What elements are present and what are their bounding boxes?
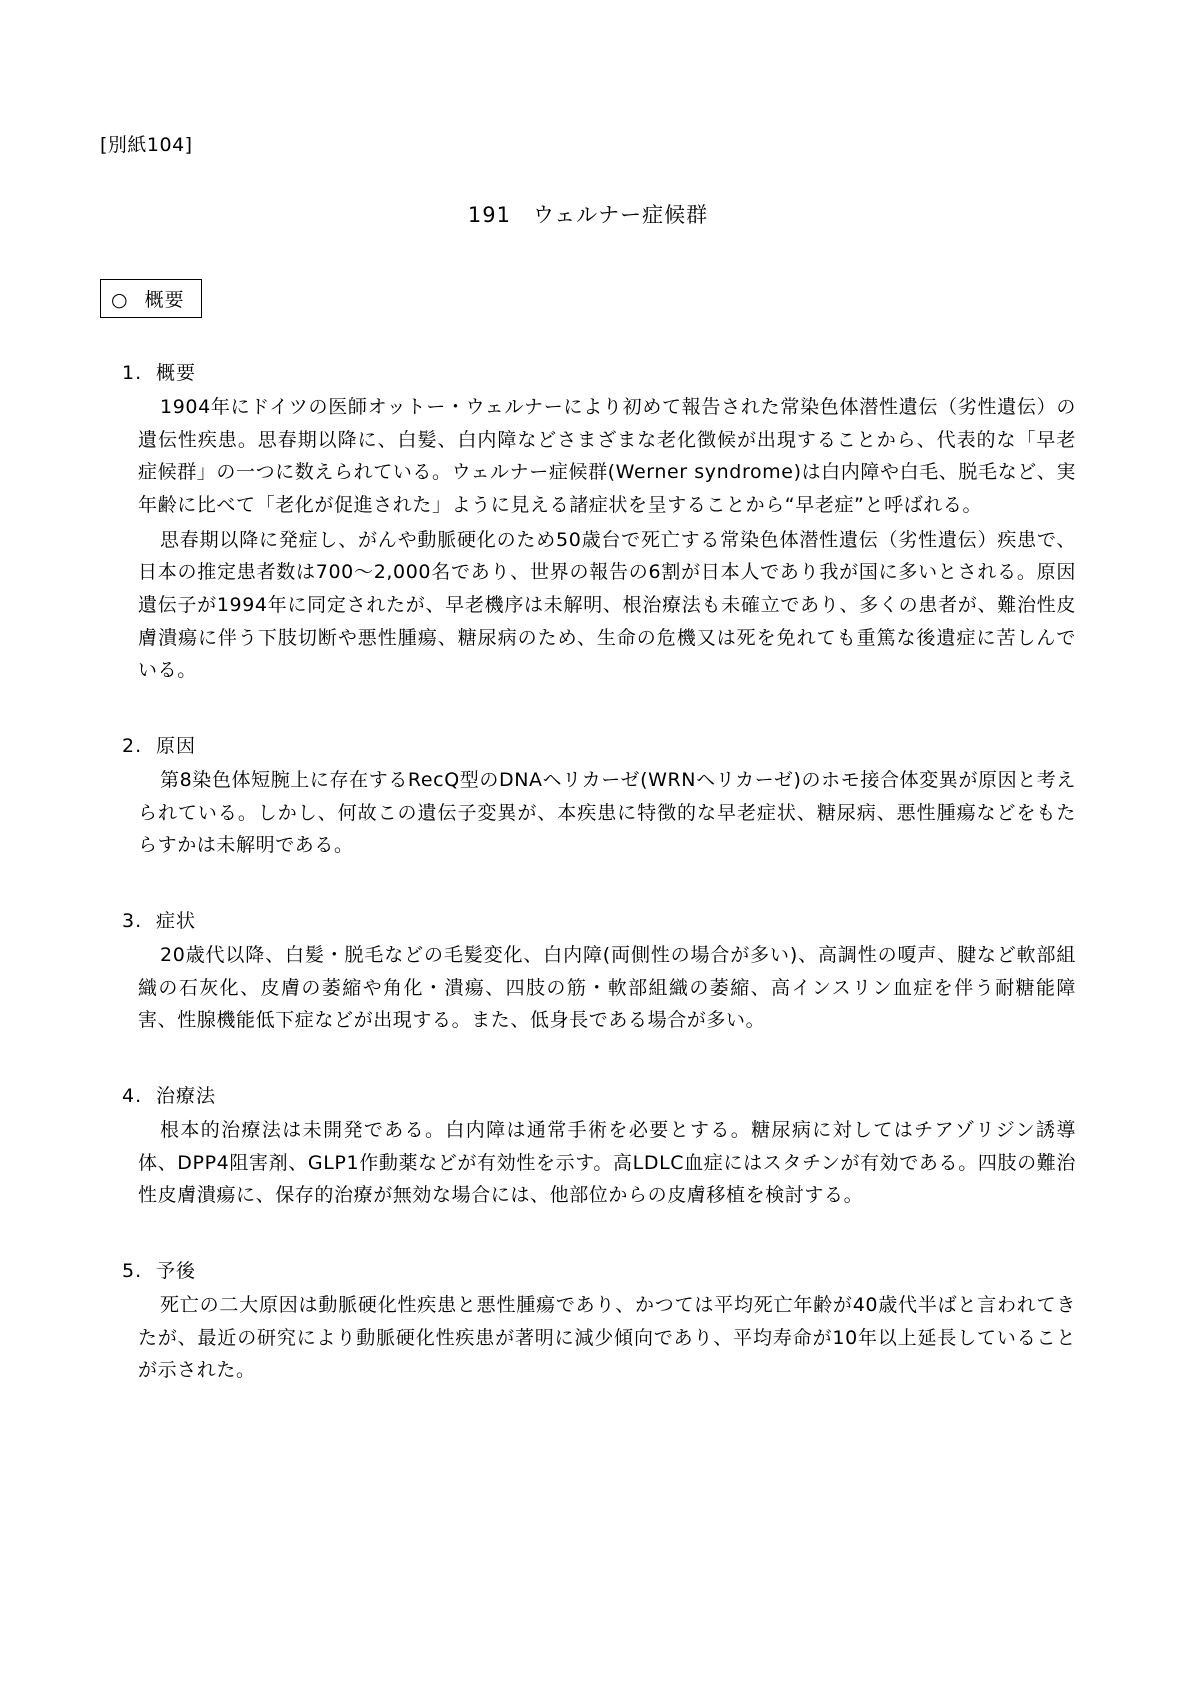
section-number: 3. xyxy=(122,910,143,933)
section-prognosis xyxy=(100,1256,1076,1387)
circle-marker-icon: ○ xyxy=(111,289,129,311)
document-reference: [別紙104] xyxy=(100,134,193,156)
section-title: 原因 xyxy=(156,735,197,758)
section-cause xyxy=(100,731,1076,862)
section-heading xyxy=(100,1256,1076,1283)
paragraph: 思春期以降に発症し、がんや動脈硬化のため50歳台で死亡する常染色体潜性遺伝（劣性遺伝）疾患で、日本の推定患者数は700〜2,000名であり、世界の報告の6割が日本人であり我が国に多いとされる。原因遺伝子が1994年に同定されたが、早老機序は未解明、根治療法も未確立であり、多くの患者が、難治性皮膚潰瘍に伴う下肢切断や悪性腫瘍、糖尿病のため、生命の危機又は死を免れても重篤な後遺症に苦しんでいる。 xyxy=(138,528,1076,682)
section-title: 概要 xyxy=(156,362,197,384)
section-heading xyxy=(100,906,1076,933)
section-symptoms xyxy=(100,906,1076,1037)
paragraph: 第8染色体短腕上に存在するRecQ型のDNAヘリカーゼ(WRNヘリカーゼ)のホモ接合体変異が原因と考えられている。しかし、何故この遺伝子変異が、本疾患に特徴的な早老症状、糖尿病、悪性腫瘍などをもたらすかは未解明である。 xyxy=(138,769,1076,857)
section-treatment xyxy=(100,1081,1076,1212)
section-heading xyxy=(100,358,1076,385)
section-number: 4. xyxy=(122,1085,143,1108)
section-title: 治療法 xyxy=(156,1085,217,1108)
page-title: 191 ウェルナー症候群 xyxy=(467,203,709,227)
paragraph: 根本的治療法は未開発である。白内障は通常手術を必要とする。糖尿病に対してはチアゾリジン誘導体、DPP4阻害剤、GLP1作動薬などが有効性を示す。高LDLC血症にはスタチンが有効である。四肢の難治性皮膚潰瘍に、保存的治療が無効な場合には、他部位からの皮膚移植を検討する。 xyxy=(138,1119,1076,1207)
paragraph: 20歳代以降、白髪・脱毛などの毛髪変化、白内障(両側性の場合が多い)、高調性の嗄声、腱など軟部組織の石灰化、皮膚の萎縮や角化・潰瘍、四肢の筋・軟部組織の萎縮、高インスリン血症を伴う耐糖能障害、性腺機能低下症などが出現する。また、低身長である場合が多い。 xyxy=(138,944,1076,1032)
section-number: 2. xyxy=(122,735,143,758)
section-overview xyxy=(100,358,1076,687)
section-heading xyxy=(100,1081,1076,1108)
section-number: 1. xyxy=(122,362,143,384)
section-title: 予後 xyxy=(156,1260,197,1283)
section-banner xyxy=(100,279,202,318)
paragraph: 死亡の二大原因は動脈硬化性疾患と悪性腫瘍であり、かつては平均死亡年齢が40歳代半ばと言われてきたが、最近の研究により動脈硬化性疾患が著明に減少傾向であり、平均寿命が10年以上延長していることが示された。 xyxy=(138,1294,1076,1382)
section-number: 5. xyxy=(122,1260,143,1283)
paragraph: 1904年にドイツの医師オットー・ウェルナーにより初めて報告された常染色体潜性遺伝（劣性遺伝）の遺伝性疾患。思春期以降に、白髪、白内障などさまざまな老化徴候が出現することから、代表的な「早老症候群」の一つに数えられている。ウェルナー症候群(Werner syndrome)は白内障や白毛、脱毛など、実年齢に比べて「老化が促進された」ように見える諸症状を呈することから“早老症”と呼ばれる。 xyxy=(138,396,1076,517)
section-banner-label: 概要 xyxy=(144,289,185,311)
section-title: 症状 xyxy=(156,910,197,933)
section-heading xyxy=(100,731,1076,758)
